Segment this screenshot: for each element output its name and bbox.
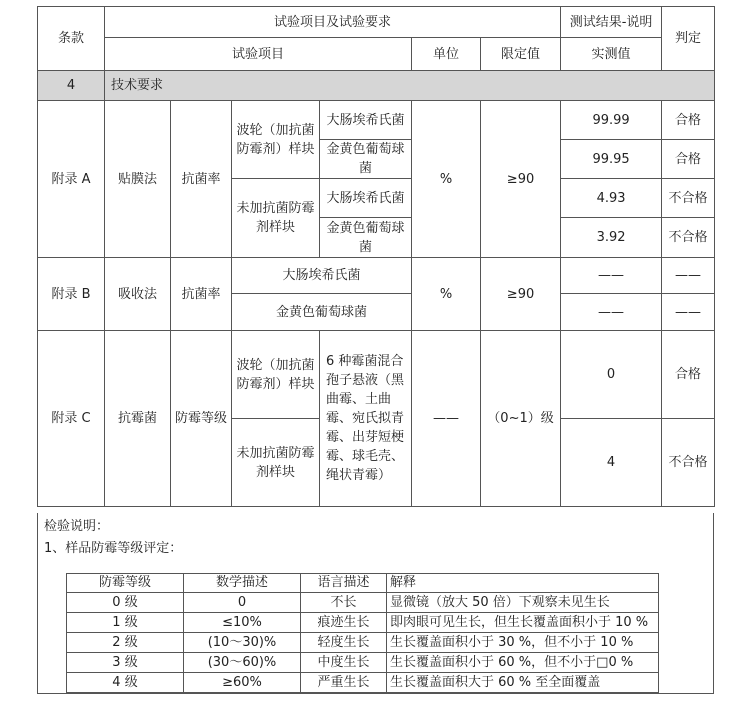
appendix-b-limit: ≥90 [481,258,561,331]
appendix-c-result-judgment: 合格 [662,331,715,419]
appendix-c-result-value: 0 [561,331,662,419]
grade-language: 轻度生长 [301,633,387,653]
appendix-a-property: 抗菌率 [171,101,232,258]
appendix-b-clause: 附录 B [38,258,105,331]
grade-math: (30～60)% [184,653,301,673]
header-clause: 条款 [38,7,105,71]
appendix-b-bacteria1: 大肠埃希氏菌 [232,258,412,294]
appendix-a-result-value: 99.99 [561,101,662,140]
appendix-a-clause: 附录 A [38,101,105,258]
appendix-a-result-judgment: 合格 [662,101,715,140]
appendix-a-method: 贴膜法 [105,101,171,258]
grade-level: 3 级 [67,653,184,673]
grade-table-header [67,574,659,593]
section-number: 4 [38,71,105,101]
grade-level: 2 级 [67,633,184,653]
grade-explanation: 生长覆盖面积小于 60 %，但不小于□0 % [387,653,659,673]
appendix-c-sample2: 未加抗菌防霉剂样块 [232,419,320,507]
appendix-b-method: 吸收法 [105,258,171,331]
grade-row [67,653,659,673]
appendix-a-result-value: 99.95 [561,140,662,179]
grade-row [67,673,659,693]
appendix-a-bacteria1: 大肠埃希氏菌 [320,101,412,140]
appendix-a-bacteria1: 大肠埃希氏菌 [320,179,412,218]
grade-language: 不长 [301,593,387,613]
appendix-c-result-value: 4 [561,419,662,507]
grade-explanation: 生长覆盖面积小于 30 %，但不小于 10 % [387,633,659,653]
appendix-a-unit: % [412,101,481,258]
grade-row [67,593,659,613]
appendix-a-sample1: 波轮（加抗菌防霉剂）样块 [232,101,320,179]
grade-header: 解释 [387,574,659,593]
appendix-c-unit: —— [412,331,481,507]
appendix-c-method: 抗霉菌 [105,331,171,507]
grade-header: 语言描述 [301,574,387,593]
appendix-a-result-judgment: 不合格 [662,179,715,218]
grade-level: 1 级 [67,613,184,633]
appendix-a-bacteria2: 金黄色葡萄球菌 [320,140,412,179]
appendix-b-unit: % [412,258,481,331]
appendix-c-sample1: 波轮（加抗菌防霉剂）样块 [232,331,320,419]
grade-explanation: 即肉眼可见生长，但生长覆盖面积小于 10 % [387,613,659,633]
appendix-c-property: 防霉等级 [171,331,232,507]
header-judgment: 判定 [662,7,715,71]
header-measured: 实测值 [561,38,662,71]
appendix-c-limit: （0~1）级 [481,331,561,507]
grade-language: 痕迹生长 [301,613,387,633]
appendix-b-result-value: —— [561,258,662,294]
inspection-notes [37,513,714,694]
notes-title: 检验说明： [44,519,110,534]
header-test-items-requirements: 试验项目及试验要求 [105,7,561,38]
grade-math: 0 [184,593,301,613]
header-result-desc: 测试结果-说明 [561,7,662,38]
grade-language: 严重生长 [301,673,387,693]
grade-explanation: 生长覆盖面积大于 60 % 至全面覆盖 [387,673,659,693]
appendix-a-result-judgment: 合格 [662,140,715,179]
appendix-a-result-judgment: 不合格 [662,218,715,258]
header-unit: 单位 [412,38,481,71]
grade-math: ≤10% [184,613,301,633]
mold-grade-table [66,573,659,693]
appendix-b-result-judgment: —— [662,258,715,294]
grade-math: (10～30)% [184,633,301,653]
appendix-b-result-value: —— [561,294,662,331]
notes-item1: 1、样品防霉等级评定： [44,541,183,556]
grade-header: 数学描述 [184,574,301,593]
grade-level: 0 级 [67,593,184,613]
appendix-a-result-value: 4.93 [561,179,662,218]
appendix-c-fungi: 6 种霉菌混合孢子悬液（黑曲霉、土曲霉、宛氏拟青霉、出芽短梗霉、球毛壳、绳状青霉） [320,331,412,507]
appendix-a-sample2: 未加抗菌防霉剂样块 [232,179,320,258]
appendix-a-bacteria2: 金黄色葡萄球菌 [320,218,412,258]
header-limit: 限定值 [481,38,561,71]
grade-language: 中度生长 [301,653,387,673]
appendix-a-result-value: 3.92 [561,218,662,258]
appendix-b-property: 抗菌率 [171,258,232,331]
appendix-c-result-judgment: 不合格 [662,419,715,507]
grade-header: 防霉等级 [67,574,184,593]
test-results-table [37,6,715,507]
grade-explanation: 显微镜（放大 50 倍）下观察未见生长 [387,593,659,613]
appendix-a-limit: ≥90 [481,101,561,258]
appendix-b-bacteria2: 金黄色葡萄球菌 [232,294,412,331]
grade-row [67,633,659,653]
appendix-b-result-judgment: —— [662,294,715,331]
appendix-c-clause: 附录 C [38,331,105,507]
grade-row [67,613,659,633]
grade-level: 4 级 [67,673,184,693]
section-title: 技术要求 [105,71,715,101]
grade-math: ≥60% [184,673,301,693]
header-test-item: 试验项目 [105,38,412,71]
